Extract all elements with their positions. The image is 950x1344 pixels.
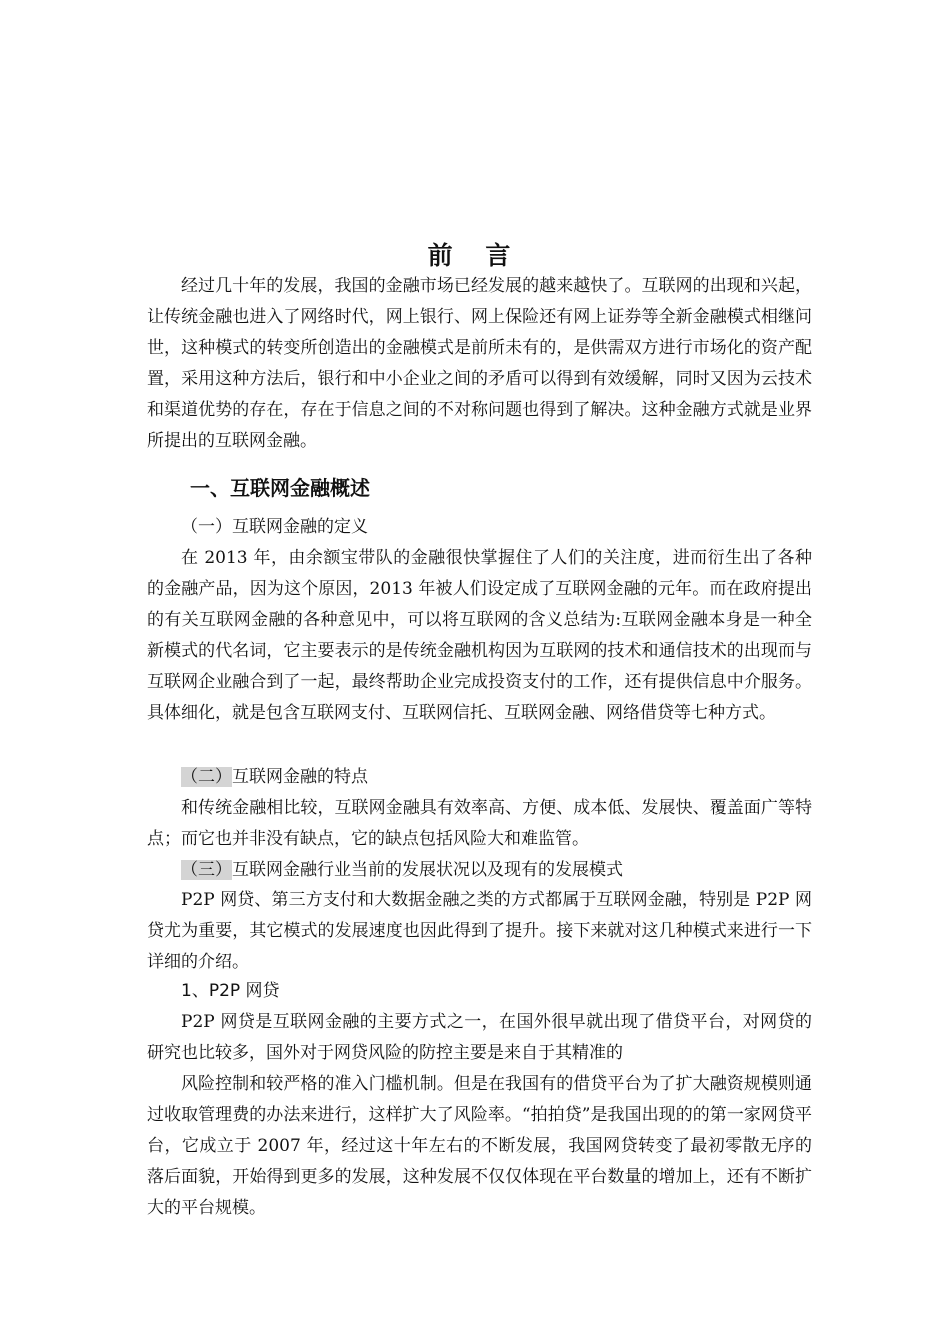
section-heading: 一、互联网金融概述 [190, 476, 370, 500]
definition-paragraph: 在 2013 年，由余额宝带队的金融很快掌握住了人们的关注度，进而衍生出了各种的金融产品，因为这个原因，2013 年被人们设定成了互联网金融的元年。而在政府提出的有关互联网金融的各种意见中，可以将互联网的含义总结为:互联网金融本身是一种全新模式的代名词，它主要表示的是传统金融机构因为互联网的技术和通信技术的出现而与互联网企业融合到了一起，最终帮助企业完成投资支付的工作，还有提供信息中介服务。具体细化，就是包含互联网支付、互联网信托、互联网金融、网络借贷等七种方式。 [147, 548, 812, 723]
subsection-label-features: （二） [181, 767, 232, 787]
page-title: 前 言 [427, 241, 523, 270]
p2p-block-1 [147, 1007, 812, 1069]
p2p-block-2 [147, 1069, 812, 1224]
subsection-title-status: 互联网金融行业当前的发展状况以及现有的发展模式 [232, 860, 623, 880]
subsection-heading-status [181, 855, 623, 886]
item-heading-p2p: 1、P2P 网贷 [181, 981, 280, 1001]
preface-paragraph: 经过几十年的发展，我国的金融市场已经发展的越来越快了。互联网的出现和兴起，让传统金融也进入了网络时代，网上银行、网上保险还有网上证券等全新金融模式相继问世，这种模式的转变所创造出的金融模式是前所未有的，是供需双方进行市场化的资产配置，采用这种方法后，银行和中小企业之间的矛盾可以得到有效缓解，同时又因为云技术和渠道优势的存在，存在于信息之间的不对称问题也得到了解决。这种金融方式就是业界所提出的互联网金融。 [147, 276, 812, 451]
subsection-heading-features [181, 762, 368, 793]
definition-block [147, 543, 812, 729]
subsection-heading-definition: （一）互联网金融的定义 [181, 517, 368, 537]
preface-block [147, 271, 812, 457]
status-paragraph: P2P 网贷、第三方支付和大数据金融之类的方式都属于互联网金融，特别是 P2P 网贷尤为重要，其它模式的发展速度也因此得到了提升。接下来就对这几种模式来进行一下详细的介绍。 [147, 890, 812, 972]
status-block [147, 885, 812, 978]
features-block [147, 793, 812, 855]
subsection-title-features: 互联网金融的特点 [232, 767, 368, 787]
features-paragraph: 和传统金融相比较，互联网金融具有效率高、方便、成本低、发展快、覆盖面广等特点；而它也并非没有缺点，它的缺点包括风险大和难监管。 [147, 798, 812, 849]
p2p-paragraph-2: 风险控制和较严格的准入门槛机制。但是在我国有的借贷平台为了扩大融资规模则通过收取管理费的办法来进行，这样扩大了风险率。“拍拍贷”是我国出现的的第一家网贷平台，它成立于 2007 年，经过这十年左右的不断发展，我国网贷转变了最初零散无序的落后面貌，开始得到更多的发展，这种发展不仅仅体现在平台数量的增加上，还有不断扩大的平台规模。 [147, 1074, 812, 1218]
subsection-label-status: （三） [181, 860, 232, 880]
p2p-paragraph-1: P2P 网贷是互联网金融的主要方式之一，在国外很早就出现了借贷平台，对网贷的研究也比较多，国外对于网贷风险的防控主要是来自于其精准的 [147, 1012, 812, 1063]
